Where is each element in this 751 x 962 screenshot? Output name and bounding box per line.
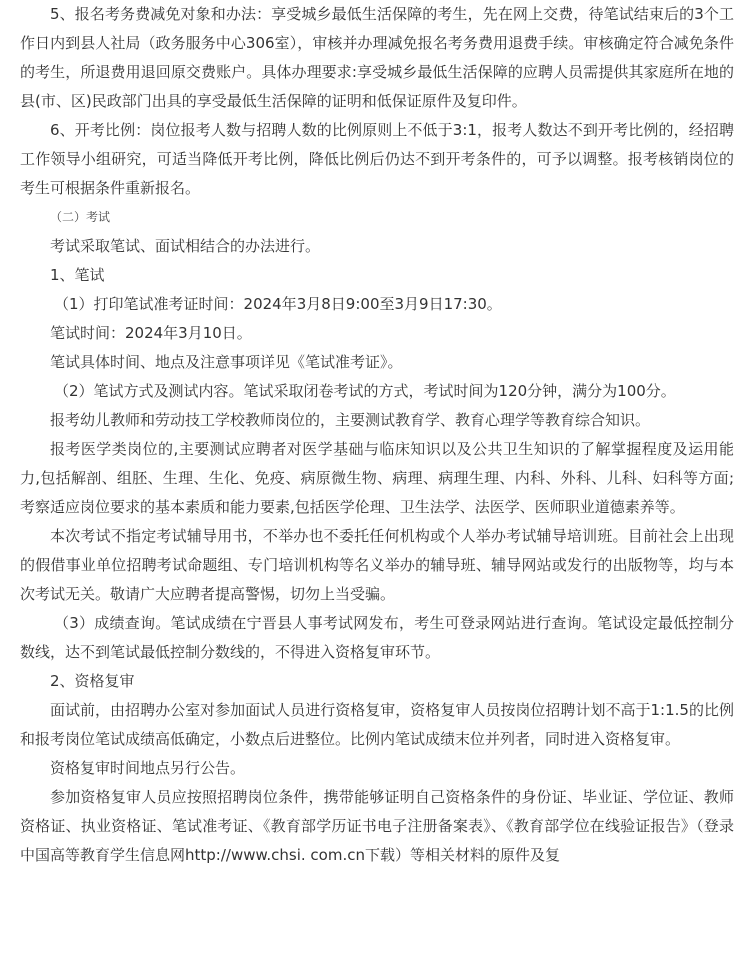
subheading-written-exam: 1、笔试 (50, 266, 105, 284)
paragraph-exam-details: 笔试具体时间、地点及注意事项详见《笔试准考证》。 (50, 353, 403, 371)
paragraph-exam-format: （2）笔试方式及测试内容。笔试采取闭卷考试的方式，考试时间为120分钟，满分为100分。 (54, 382, 676, 400)
paragraph-medical-content: 报考医学类岗位的,主要测试应聘者对医学基础与临床知识以及公共卫生知识的了解掌握程度及运用能力,包括解剖、组胚、生理、生化、免疫、病原微生物、病理、病理生理、内科、外科、儿科、妇科等方面;考察适应岗位要求的基本素质和能力要素,包括医学伦理、卫生法学、法医学、医师职业道德素养等。 (20, 440, 734, 516)
paragraph-exam-method: 考试采取笔试、面试相结合的办法进行。 (50, 237, 321, 255)
paragraph-review-time: 资格复审时间地点另行公告。 (50, 759, 246, 777)
paragraph-score-query: （3）成绩查询。笔试成绩在宁晋县人事考试网发布，考生可登录网站进行查询。笔试设定最低控制分数线，达不到笔试最低控制分数线的，不得进入资格复审环节。 (20, 614, 734, 661)
section-heading-exam: （二）考试 (50, 210, 111, 224)
paragraph-exam-date: 笔试时间：2024年3月10日。 (50, 324, 252, 342)
paragraph-no-tutoring: 本次考试不指定考试辅导用书，不举办也不委托任何机构或个人举办考试辅导培训班。目前社会上出现的假借事业单位招聘考试命题组、专门培训机构等名义举办的辅导班、辅导网站或发行的出版物等，均与本次考试无关。敬请广大应聘者提高警惕，切勿上当受骗。 (20, 527, 734, 603)
paragraph-review-ratio: 面试前，由招聘办公室对参加面试人员进行资格复审，资格复审人员按岗位招聘计划不高于1:1.5的比例和报考岗位笔试成绩高低确定，小数点后进整位。比例内笔试成绩末位并列者，同时进入资格复审。 (20, 701, 734, 748)
subheading-qualification-review: 2、资格复审 (50, 672, 135, 690)
paragraph-teacher-content: 报考幼儿教师和劳动技工学校教师岗位的，主要测试教育学、教育心理学等教育综合知识。 (50, 411, 651, 429)
article-body (20, 0, 734, 870)
paragraph-exam-ratio: 6、开考比例：岗位报考人数与招聘人数的比例原则上不低于3:1，报考人数达不到开考比例的，经招聘工作领导小组研究，可适当降低开考比例，降低比例后仍达不到开考条件的，可予以调整。报考核销岗位的考生可根据条件重新报名。 (20, 121, 734, 197)
paragraph-print-ticket: （1）打印笔试准考证时间：2024年3月8日9:00至3月9日17:30。 (54, 295, 502, 313)
paragraph-review-documents: 参加资格复审人员应按照招聘岗位条件，携带能够证明自己资格条件的身份证、毕业证、学位证、教师资格证、执业资格证、笔试准考证、《教育部学历证书电子注册备案表》、《教育部学位在线验证报告》（登录中国高等教育学生信息网http://www.chsi. com.cn下载）等相关材料的原件及复 (20, 788, 734, 864)
paragraph-fee-waiver: 5、报名考务费减免对象和办法：享受城乡最低生活保障的考生，先在网上交费，待笔试结束后的3个工作日内到县人社局（政务服务中心306室），审核并办理减免报名考务费用退费手续。审核确定符合减免条件的考生，所退费用退回原交费账户。具体办理要求:享受城乡最低生活保障的应聘人员需提供其家庭所在地的县(市、区)民政部门出具的享受最低生活保障的证明和低保证原件及复印件。 (20, 5, 734, 110)
